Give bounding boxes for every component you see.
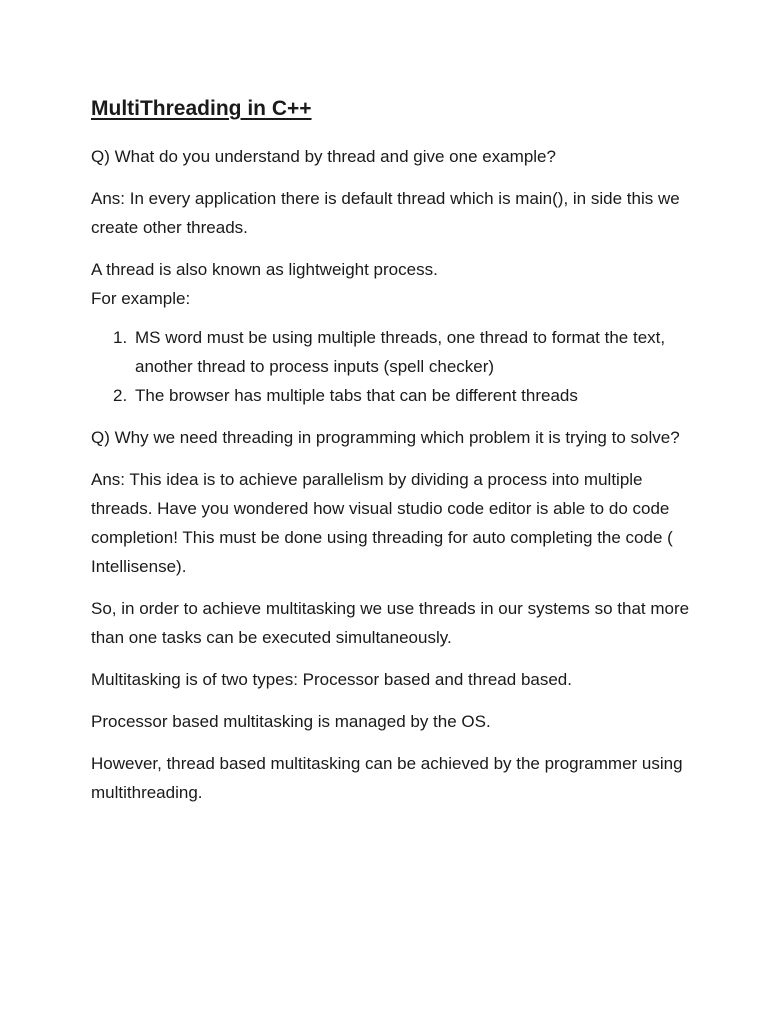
list-item-text: The browser has multiple tabs that can be different threads [135,386,578,405]
thread-definition: A thread is also known as lightweight process. [91,260,438,279]
example-list [91,323,691,410]
list-item-text: MS word must be using multiple threads, one thread to format the text, another thread to process inputs (spell checker) [135,328,666,376]
list-item-number: 2. [113,386,128,405]
document-title: MultiThreading in C++ [91,97,312,120]
document-page [91,92,691,820]
list-item [91,323,691,381]
question-1: Q) What do you understand by thread and give one example? [91,147,556,166]
multitasking-types: Multitasking is of two types: Processor based and thread based. [91,670,572,689]
multitasking-paragraph: So, in order to achieve multitasking we use threads in our systems so that more than one tasks can be executed simultaneously. [91,599,690,647]
list-item [91,381,691,410]
list-item-number: 1. [113,328,128,347]
answer-1: Ans: In every application there is default thread which is main(), in side this we create other threads. [91,189,680,237]
example-intro: For example: [91,289,191,308]
thread-based-paragraph: However, thread based multitasking can be achieved by the programmer using multithreading. [91,754,683,802]
processor-based-paragraph: Processor based multitasking is managed by the OS. [91,712,491,731]
answer-2: Ans: This idea is to achieve parallelism by dividing a process into multiple threads. Have you wondered how visual studio code editor is able to do code completion! This must be done using threading for auto completing the code ( Intellisense). [91,470,673,576]
question-2: Q) Why we need threading in programming which problem it is trying to solve? [91,428,680,447]
